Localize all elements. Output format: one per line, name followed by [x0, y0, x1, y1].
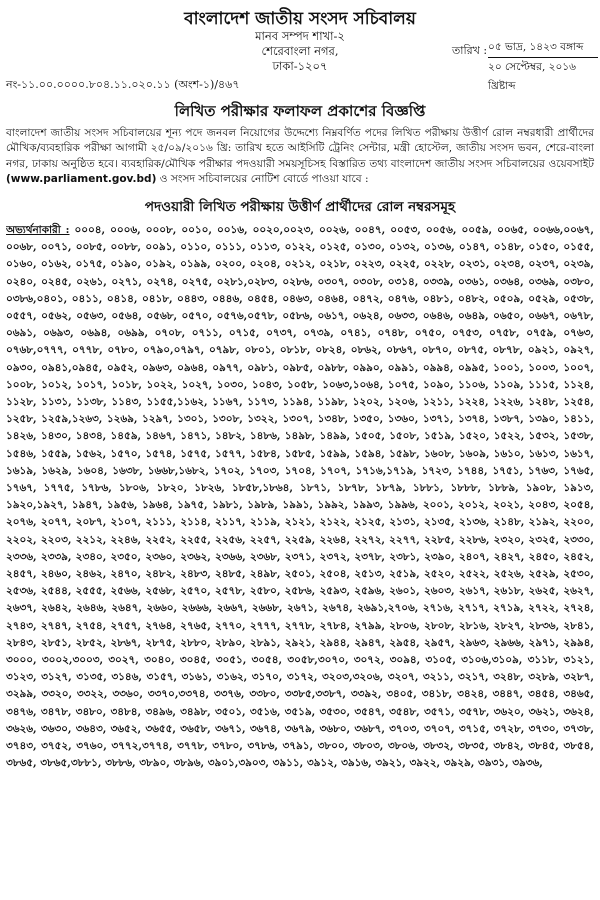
notice-body-end: ও সংসদ সচিবালয়ের নোটিশ বোর্ডে পাওয়া যাবে :: [159, 172, 369, 185]
roll-numbers: ০০০৪, ০০০৬, ০০০৮, ০০১০, ০০১৬, ০০২০,০০২৩, ০০২৬, ০০৪৭, ০০৫৩, ০০৫৬, ০০৫৯, ০০৬৫, ০০৬৬,০০৬৭, ০০৬৮, ০০৭১, ০০৮৫, ০০৮৮, ০০৯১, ০১১০, ০১১১, ০১১৩, ০১২২, ০১২৫, ০১৩০, ০১৩২, ০১৩৬, ০১৪৭, ০১৪৮, ০১৫০, ০১৫৫, ০১৬০, ০১৬২, ০১৭৫, ০১৯০, ০১৯২, ০১৯৯, ০২০০, ০২০৪, ০২১২, ০২১৮, ০২২৩, ০২২৫, ০২২৮, ০২৩১, ০২৩৪, ০২৩৭, ০২৩৯, ০২৪০, ০২৪৫, ০২৬১, ০২৭১, ০২৭৪, ০২৭৫, ০২৮১,০২৮৩, ০২৮৬, ০৩০৭, ০৩০৮, ০৩১৪, ০৩৩৯, ০৩৬১, ০৩৬৪, ০৩৬৯, ০৩৮০, ০৩৮৬,০৪০১, ০৪১১, ০৪১৪, ০৪১৮, ০৪৪৩, ০৪৪৬, ০৪৫৪, ০৪৬৩, ০৪৬৪, ০৪৭২, ০৪৭৬, ০৪৮১, ০৪৮২, ০৫০৯, ০৫২৯, ০৫৩৮, ০৫৫৭, ০৫৬২, ০৫৬৩, ০৫৬৪, ০৫৬৮, ০৫৭০, ০৫৭৬,০৫৭৮, ০৫৮৬, ০৬১৭, ০৬২৪, ০৬৩৩, ০৬৪৬, ০৬৪৯, ০৬৫০, ০৬৬৭, ০৬৭৮, ০৬৯১, ০৬৯৩, ০৬৯৪, ০৬৯৯, ০৭০৮, ০৭১১, ০৭১৫, ০৭৩৭, ০৭৩৯, ০৭৪১, ০৭৪৮, ০৭৫০, ০৭৫৩, ০৭৫৮, ০৭৫৯, ০৭৬৩, ০৭৬৮,০৭৭৭, ০৭৭৮, ০৭৮০, ০৭৯০,০৭৯৭, ০৭৯৮, ০৮০১, ০৮১৮, ০৮২৪, ০৮৬২, ০৮৬৭, ০৮৭০, ০৮৭৫, ০৮৭৮, ০৯২১, ০৯২৭, ০৯৩০, ০৯৪১,০৯৪৫, ০৯৫২, ০৯৬৩, ০৯৬৪, ০৯৭৭, ০৯৮১, ০৯৮৫, ০৯৮৮, ০৯৯০, ০৯৯১, ০৯৯৪, ০৯৯৫, ১০০১, ১০০৩, ১০০৭, ১০০৮, ১০১২, ১০১৭, ১০১৮, ১০২২, ১০২৭, ১০৩০, ১০৪৩, ১০৫৮, ১০৬৩,১০৬৪, ১০৭৫, ১০৯০, ১১০৬, ১১০৯, ১১১৫, ১১২৪, ১১২৮, ১১৩১, ১১৩৮, ১১৪৩, ১১৫৫,১১৬২, ১১৬৭, ১১৭৩, ১১৯৪, ১১৯৮, ১২০২, ১২০৬, ১২১১, ১২২৪, ১২২৬, ১২৪৮, ১২৫৪, ১২৫৮, ১২৫৯,১২৬৩, ১২৬৯, ১২৯৭, ১৩০১, ১৩০৮, ১৩২২, ১৩০৭, ১৩৪৮, ১৩৫০, ১৩৬০, ১৩৭১, ১৩৭৪, ১৩৮৭, ১৩৯০, ১৪১১, ১৪২৬, ১৪৩০, ১৪৩৪, ১৪৫৯, ১৪৬৭, ১৪৭১, ১৪৮২, ১৪৮৬, ১৪৯৮, ১৪৯৯, ১৫০৫, ১৫০৮, ১৫১৯, ১৫২০, ১৫২২, ১৫৩২, ১৫৩৮, ১৫৪৬, ১৫৫৯, ১৫৬২, ১৫৭০, ১৫৭৪, ১৫৭৫, ১৫৭৭, ১৫৮৪, ১৫৮৫, ১৫৯৯, ১৫৯৪, ১৫৯৮, ১৬০৮, ১৬০৯, ১৬১০, ১৬১৩, ১৬১৭, ১৬১৯, ১৬২৯, ১৬০৪, ১৬৩৮, ১৬৬৮,১৬৮২, ১৭০২, ১৭০৩, ১৭০৪, ১৭০৭, ১৭১৬,১৭১৯, ১৭২৩, ১৭৪৪, ১৭৫১, ১৭৬৩, ১৭৬৫, ১৭৬৭, ১৭৭৫, ১৭৮৬, ১৮০৬, ১৮২০, ১৮২৬, ১৮৫৮,১৮৬৪, ১৮৭১, ১৮৭৮, ১৮৭৯, ১৮৮১, ১৮৮৮, ১৮৮৯, ১৯০৮, ১৯১৩, ১৯২০,১৯২৭, ১৯৪৭, ১৯৫৬, ১৯৬৪, ১৯৭৫, ১৯৮১, ১৯৮৯, ১৯৯১, ১৯৯২, ১৯৯৩, ১৯৯৬, ২০০১, ২০১২, ২০২১, ২০৪৩, ২০৫৪, ২০৭৬, ২০৭৭, ২০৮৭, ২১০৭, ২১১১, ২১১৪, ২১১৭, ২১১৯, ২১২১, ২১২২, ২১২৫, ২১৩১, ২১৩৫, ২১৩৬, ২১৪৮, ২১৯২, ২২০০, ২২০২, ২২০৩, ২২১২, ২২৪৬, ২২৫২, ২২৫৫, ২২৫৬, ২২৫৭, ২২৫৯, ২২৬৪, ২২৭২, ২২৭৭, ২২৮৫, ২২৮৬, ২৩২০, ২৩২৫, ২৩৩০, ২৩৩৬, ২৩৩৯, ২৩৪০, ২৩৫০, ২৩৬০, ২৩৬২, ২৩৬৬, ২৩৬৮, ২৩৭১, ২৩৭২, ২৩৭৮, ২৩৮১, ২৩৯০, ২৪০৭, ২৪২৭, ২৪৫০, ২৪৫২, ২৪৫৭, ২৪৬০, ২৪৬২, ২৪৭০, ২৪৮২, ২৪৮৩, ২৪৮৫, ২৪৯৮, ২৫০১, ২৫০৪, ২৫১৩, ২৫১৯, ২৫২০, ২৫২২, ২৫২৬, ২৫২৯, ২৫৩০, ২৫৩৬, ২৫৪৪, ২৫৫৫, ২৫৬৬, ২৫৬৮, ২৫৭০, ২৫৭৮, ২৫৮০, ২৫৮৬, ২৫৯৩, ২৫৯৬, ২৬০১, ২৬০৩, ২৬১৭, ২৬১৮, ২৬২৫, ২৬২৭, ২৬৩৭, ২৬৪২, ২৬৪৬, ২৬৪৭, ২৬৬০, ২৬৬৬, ২৬৬৭, ২৬৬৮, ২৬৭১, ২৬৭৪, ২৬৯১,২৭০৬, ২৭১৬, ২৭১৭, ২৭১৯, ২৭২২, ২৭২৪, ২৭৪৩, ২৭৪৭, ২৭৫৪, ২৭৫৭, ২৭৬৪, ২৭৬৫, ২৭৭০, ২৭৭৭, ২৭৭৮, ২৭৮৪, ২৭৯৯, ২৮০৬, ২৮০৮, ২৮১৬, ২৮২৭, ২৮৩৬, ২৮৪১, ২৮৪৩, ২৮৫১, ২৮৫২, ২৮৬৭, ২৮৭৫, ২৮৮০, ২৮৯০, ২৮৯১, ২৯২১, ২৯৪৪, ২৯৪৭, ২৯৫৪, ২৯৫৭, ২৯৬৩, ২৯৬৬, ২৯৭১, ২৯৯৪, ৩০০০, ৩০০২,৩০০৩, ৩০২৭, ৩০৪০, ৩০৪৫, ৩০৫১, ৩০৫৪, ৩০৫৮,৩০৭০, ৩০৭২, ৩০৯৪, ৩১০৫, ৩১০৬,৩১০৯, ৩১১৮, ৩১২১, ৩১২৩, ৩১২৭, ৩১৩৫, ৩১৪৬, ৩১৫৭, ৩১৬১, ৩১৬২, ৩১৭০, ৩১৭২, ৩২০৩,৩২০৬, ৩২০৭, ৩২১১, ৩২১৭, ৩২৪৮, ৩২৮৯, ৩২৮৭, ৩২৯৯, ৩৩২০, ৩৩২২, ৩৩৬০, ৩৩৭০,৩৩৭৪, ৩৩৭৬, ৩৩৮০, ৩৩৮৫,৩৩৮৭, ৩৩৯২, ৩৪০৫, ৩৪১৮, ৩৪২৪, ৩৪৪৭, ৩৪৫৪, ৩৪৬৫, ৩৪৭৬, ৩৪৭৮, ৩৪৮০, ৩৪৮৪, ৩৪৯৬, ৩৪৯৮, ৩৫০১, ৩৫১৬, ৩৫১৯, ৩৫৩০, ৩৫৪৭, ৩৫৪৮, ৩৫৭১, ৩৫৭৮, ৩৬২০, ৩৬২১, ৩৬২৪, ৩৬২৬, ৩৬৩০, ৩৬৪৩, ৩৬৫২, ৩৬৫৫, ৩৬৫৮, ৩৬৭১, ৩৬৭৪, ৩৬৭৯, ৩৬৮০, ৩৬৮৭, ৩৭০৩, ৩৭০৭, ৩৭১৫, ৩৭২৮, ৩৭৩০, ৩৭৩৮, ৩৭৪৩, ৩৭৫২, ৩৭৬০, ৩৭৭২,৩৭৭৪, ৩৭৭৮, ৩৭৮০, ৩৭৮৬, ৩৭৯১, ৩৮০০, ৩৮০৩, ৩৮০৬, ৩৮৩২, ৩৮৩৫, ৩৮৪২, ৩৮৪৫, ৩৮৫৪, ৩৮৬৫, ৩৮৬৫,৩৮৮১, ৩৮৮৬, ৩৮৯০, ৩৮৯৬, ৩৯০১,৩৯০৩, ৩৯১১, ৩৯১২, ৩৯১৬, ৩৯২১, ৩৯২২, ৩৯২৯, ৩৯৩১, ৩৯৩৬,: [6, 224, 594, 770]
website-link[interactable]: (www.parliament.gov.bd): [6, 172, 157, 185]
branch-name: মানব সম্পদ শাখা-২: [255, 29, 345, 43]
notice-body-text: বাংলাদেশ জাতীয় সংসদ সচিবালয়ের শূন্য পদে জনবল নিয়োগের উদ্দেশ্যে নিম্নবর্ণিত পদের লিখিত পরীক্ষায় উত্তীর্ণ রোল নম্বরধারী প্রার্থীদের মৌখিক/ব্যবহারিক পরীক্ষা আগামী ২৫/০৯/২০১৬ খ্রি: তারিখ হতে আইসিটি ট্রেনিং সেন্টার, মন্ত্রী হোস্টেল, জাতীয় সংসদ ভবন, শেরে-বাংলা নগর, ঢাকায় অনুষ্ঠিত হবে। ব্যবহারিক/মৌখিক পরীক্ষার পদওয়ারী সময়সূচিসহ বিস্তারিত তথ্য বাংলাদেশ জাতীয় সংসদ সচিবালয়ের ওয়েবসাইট: [6, 127, 594, 170]
date-bangla: ০৫ ভাদ্র, ১৪২৩ বঙ্গাব্দ: [488, 38, 598, 58]
org-name: বাংলাদেশ জাতীয় সংসদ সচিবালয়: [184, 9, 416, 29]
roll-number-list: [6, 222, 594, 898]
memo-number: নং-১১.০০.০০০০.৮০৪.১১.০২০.১১ (অংশ-১)/৪৬৭: [6, 78, 240, 91]
date-box: [488, 38, 600, 96]
address-line-2: ঢাকা-১২০৭: [272, 59, 328, 73]
date-english: ২০ সেপ্টেম্বর, ২০১৬ খ্রিষ্টাব্দ: [488, 61, 576, 92]
notice-body: [6, 126, 594, 187]
results-title: পদওয়ারী লিখিত পরীক্ষায় উত্তীর্ণ প্রার্থীদের রোল নম্বরসমূহ: [144, 199, 456, 215]
notice-title: লিখিত পরীক্ষার ফলাফল প্রকাশের বিজ্ঞপ্তি: [174, 102, 426, 120]
category-label: অভ্যর্থনাকারী :: [6, 224, 70, 236]
address-line-1: শেরেবাংলা নগর,: [261, 44, 339, 58]
date-label: তারিখ :: [452, 44, 488, 57]
